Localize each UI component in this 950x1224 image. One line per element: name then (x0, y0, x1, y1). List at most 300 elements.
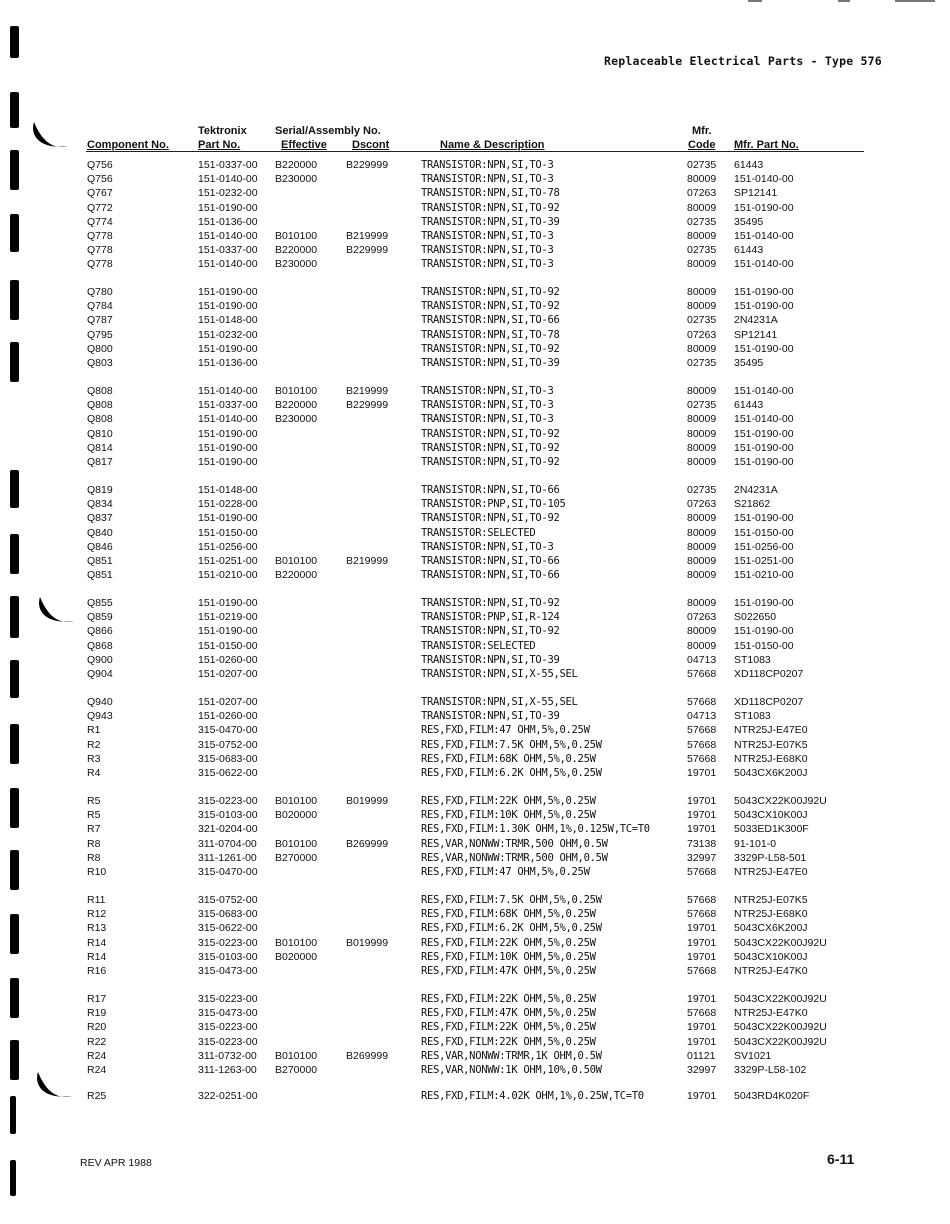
tektronix-part-no: 151-0337-00 (198, 399, 258, 412)
tektronix-part-no: 311-0732-00 (198, 1049, 257, 1062)
tektronix-part-no: 151-0190-00 (198, 597, 258, 609)
tektronix-part-no: 151-0337-00 (198, 159, 258, 171)
component-no: Q940 (87, 696, 113, 708)
serial-effective: B270000 (275, 1064, 318, 1076)
tektronix-part-no: 151-0136-00 (198, 357, 258, 369)
mfr-code: 19701 (687, 1021, 717, 1034)
component-no: Q837 (87, 512, 113, 525)
mfr-part-no: 151-0150-00 (734, 526, 794, 539)
table-row (0, 1063, 950, 1077)
name-description: TRANSISTOR:SELECTED (421, 639, 536, 652)
mfr-part-no: 151-0190-00 (734, 456, 794, 468)
mfr-part-no: 151-0150-00 (734, 639, 794, 652)
table-row (0, 837, 950, 851)
mfr-part-no: 151-0140-00 (734, 230, 794, 242)
component-no: R7 (87, 823, 101, 836)
component-no: Q756 (87, 159, 113, 171)
mfr-part-no: SV1021 (734, 1049, 772, 1062)
mfr-code: 80009 (687, 441, 717, 454)
component-no: Q756 (87, 173, 113, 186)
mfr-part-no: 151-0190-00 (734, 342, 794, 355)
mfr-part-no: ST1083 (734, 653, 771, 666)
name-description: TRANSISTOR:NPN,SI,TO-3 (421, 230, 554, 242)
name-description: TRANSISTOR:NPN,SI,TO-66 (421, 555, 560, 567)
table-row (0, 596, 950, 610)
name-description: RES,FXD,FILM:68K OHM,5%,0.25W (421, 908, 596, 921)
table-row (0, 865, 950, 879)
serial-effective: B010100 (275, 1049, 318, 1062)
mfr-part-no: 5033ED1K300F (734, 823, 809, 836)
mfr-part-no: 5043RD4K020F (734, 1090, 810, 1102)
mfr-code: 02735 (687, 215, 717, 228)
page-header-title: Replaceable Electrical Parts - Type 576 (604, 54, 882, 68)
mfr-code: 80009 (687, 300, 717, 313)
mfr-code: 07263 (687, 611, 717, 624)
table-row (0, 441, 950, 455)
tektronix-part-no: 315-0470-00 (198, 866, 258, 878)
tektronix-part-no: 151-0140-00 (198, 173, 258, 186)
name-description: TRANSISTOR:SELECTED (421, 526, 536, 539)
mfr-part-no: 151-0251-00 (734, 555, 794, 567)
mfr-part-no: 151-0256-00 (734, 540, 794, 553)
mfr-part-no: 5043CX6K200J (734, 922, 808, 935)
name-description: TRANSISTOR:NPN,SI,TO-92 (421, 342, 560, 355)
table-row (0, 554, 950, 568)
mfr-code: 07263 (687, 328, 717, 341)
serial-effective: B230000 (275, 258, 318, 271)
serial-effective: B230000 (275, 413, 318, 426)
tektronix-part-no: 151-0148-00 (198, 314, 258, 327)
footer-revision: REV APR 1988 (80, 1157, 152, 1169)
mfr-part-no: 61443 (734, 399, 764, 412)
component-no: Q819 (87, 484, 113, 496)
mfr-code: 80009 (687, 413, 717, 426)
name-description: RES,FXD,FILM:22K OHM,5%,0.25W (421, 1021, 596, 1034)
mfr-part-no: 151-0190-00 (734, 427, 794, 440)
component-no: Q846 (87, 540, 113, 553)
table-row (0, 497, 950, 511)
mfr-part-no: 5043CX22K00J92U (734, 936, 827, 949)
component-no: Q851 (87, 569, 113, 582)
serial-effective: B220000 (275, 569, 318, 582)
name-description: RES,FXD,FILM:10K OHM,5%,0.25W (421, 809, 596, 822)
mfr-part-no: 151-0140-00 (734, 258, 794, 271)
tektronix-part-no: 151-0190-00 (198, 427, 258, 440)
name-description: RES,FXD,FILM:7.5K OHM,5%,0.25W (421, 738, 602, 751)
table-row (0, 1035, 950, 1049)
tektronix-part-no: 151-0150-00 (198, 639, 258, 652)
mfr-code: 80009 (687, 385, 717, 397)
mfr-code: 19701 (687, 823, 717, 836)
table-row (0, 384, 950, 398)
component-no: Q808 (87, 399, 113, 412)
mfr-part-no: XD118CP0207 (734, 696, 804, 708)
mfr-code: 57668 (687, 894, 717, 906)
tektronix-part-no: 315-0470-00 (198, 724, 258, 737)
mfr-code: 57668 (687, 752, 717, 765)
mfr-part-no: 5043CX22K00J92U (734, 993, 827, 1005)
mfr-code: 19701 (687, 922, 717, 935)
table-row (0, 723, 950, 737)
mfr-part-no: NTR25J-E47E0 (734, 724, 808, 737)
mfr-code: 19701 (687, 993, 717, 1005)
mfr-code: 57668 (687, 696, 717, 708)
component-no: R19 (87, 1007, 107, 1020)
mfr-part-no: S21862 (734, 498, 771, 511)
tektronix-part-no: 315-0622-00 (198, 767, 258, 779)
table-row (0, 738, 950, 752)
tektronix-part-no: 151-0207-00 (198, 696, 258, 708)
mfr-code: 80009 (687, 230, 717, 242)
tektronix-part-no: 311-1261-00 (198, 851, 257, 864)
name-description: TRANSISTOR:NPN,SI,TO-92 (421, 201, 560, 214)
table-row (0, 808, 950, 822)
serial-dscont: B219999 (346, 230, 389, 242)
mfr-code: 02735 (687, 244, 717, 257)
mfr-part-no: 151-0190-00 (734, 597, 794, 609)
mfr-code: 80009 (687, 597, 717, 609)
mfr-part-no: 35495 (734, 357, 764, 369)
component-no: Q778 (87, 244, 113, 257)
name-description: TRANSISTOR:NPN,SI,TO-66 (421, 484, 560, 496)
mfr-code: 19701 (687, 767, 717, 779)
mfr-code: 80009 (687, 540, 717, 553)
name-description: TRANSISTOR:NPN,SI,X-55,SEL (421, 696, 578, 708)
mfr-part-no: 151-0190-00 (734, 300, 794, 313)
mfr-code: 19701 (687, 795, 717, 807)
mfr-code: 57668 (687, 1007, 717, 1020)
mfr-code: 80009 (687, 258, 717, 271)
component-no: Q808 (87, 385, 113, 397)
name-description: TRANSISTOR:NPN,SI,TO-92 (421, 625, 560, 638)
tektronix-part-no: 151-0190-00 (198, 300, 258, 313)
table-row (0, 822, 950, 836)
table-row (0, 201, 950, 215)
component-no: R14 (87, 936, 107, 949)
mfr-part-no: 5043CX22K00J92U (734, 795, 827, 807)
component-no: Q814 (87, 441, 113, 454)
name-description: TRANSISTOR:NPN,SI,TO-92 (421, 597, 560, 609)
tektronix-part-no: 151-0210-00 (198, 569, 258, 582)
tektronix-part-no: 315-0752-00 (198, 738, 258, 751)
mfr-code: 19701 (687, 809, 717, 822)
mfr-part-no: 91-101-0 (734, 837, 777, 850)
table-row (0, 540, 950, 554)
mfr-part-no: 151-0140-00 (734, 413, 794, 426)
scan-mark (748, 0, 762, 2)
component-no: Q800 (87, 342, 113, 355)
serial-effective: B010100 (275, 936, 318, 949)
mfr-code: 73138 (687, 837, 717, 850)
component-no: R10 (87, 866, 107, 878)
table-row (0, 172, 950, 186)
table-row (0, 356, 950, 370)
name-description: RES,FXD,FILM:47 OHM,5%,0.25W (421, 866, 590, 878)
mfr-code: 57668 (687, 866, 717, 878)
name-description: RES,FXD,FILM:47K OHM,5%,0.25W (421, 1007, 596, 1020)
table-row (0, 851, 950, 865)
col-serial-assembly: Serial/Assembly No. (275, 125, 381, 137)
mfr-code: 19701 (687, 1035, 717, 1048)
component-no: R13 (87, 922, 107, 935)
tektronix-part-no: 151-0190-00 (198, 512, 258, 525)
serial-effective: B220000 (275, 399, 318, 412)
tektronix-part-no: 151-0190-00 (198, 342, 258, 355)
name-description: RES,FXD,FILM:22K OHM,5%,0.25W (421, 795, 596, 807)
mfr-part-no: 2N4231A (734, 484, 778, 496)
serial-dscont: B229999 (346, 399, 389, 412)
name-description: TRANSISTOR:NPN,SI,TO-92 (421, 456, 560, 468)
tektronix-part-no: 151-0207-00 (198, 668, 258, 680)
name-description: TRANSISTOR:NPN,SI,TO-92 (421, 300, 560, 313)
table-row (0, 328, 950, 342)
mfr-code: 07263 (687, 498, 717, 511)
scan-mark (895, 0, 935, 2)
component-no: Q767 (87, 187, 113, 200)
serial-dscont: B269999 (346, 1049, 389, 1062)
tektronix-part-no: 311-1263-00 (198, 1064, 257, 1076)
table-row (0, 639, 950, 653)
table-row (0, 921, 950, 935)
tektronix-part-no: 315-0103-00 (198, 809, 258, 822)
binder-mark (10, 26, 19, 58)
table-row (0, 1049, 950, 1063)
name-description: TRANSISTOR:NPN,SI,TO-78 (421, 328, 560, 341)
component-no: R24 (87, 1049, 107, 1062)
component-no: Q787 (87, 314, 113, 327)
name-description: RES,VAR,NONWW:1K OHM,10%,0.50W (421, 1064, 602, 1076)
tektronix-part-no: 315-0683-00 (198, 752, 258, 765)
tektronix-part-no: 151-0190-00 (198, 625, 258, 638)
component-no: Q866 (87, 625, 113, 638)
mfr-part-no: 5043CX22K00J92U (734, 1035, 827, 1048)
mfr-part-no: NTR25J-E47K0 (734, 965, 808, 977)
tektronix-part-no: 151-0140-00 (198, 413, 258, 426)
mfr-part-no: SP12141 (734, 187, 778, 200)
mfr-code: 80009 (687, 427, 717, 440)
name-description: TRANSISTOR:NPN,SI,TO-92 (421, 512, 560, 525)
name-description: TRANSISTOR:NPN,SI,TO-3 (421, 399, 554, 412)
tektronix-part-no: 151-0232-00 (198, 328, 258, 341)
serial-effective: B270000 (275, 851, 318, 864)
name-description: TRANSISTOR:NPN,SI,TO-3 (421, 413, 554, 426)
col-mfr-code-line1: Mfr. (692, 125, 712, 137)
serial-effective: B020000 (275, 950, 318, 963)
tektronix-part-no: 315-0752-00 (198, 894, 258, 906)
name-description: TRANSISTOR:NPN,SI,TO-3 (421, 258, 554, 271)
table-row (0, 667, 950, 681)
mfr-code: 19701 (687, 950, 717, 963)
mfr-code: 01121 (687, 1049, 716, 1062)
name-description: RES,VAR,NONWW:TRMR,500 OHM,0.5W (421, 851, 608, 864)
name-description: RES,FXD,FILM:22K OHM,5%,0.25W (421, 936, 596, 949)
tektronix-part-no: 151-0148-00 (198, 484, 258, 496)
serial-effective: B010100 (275, 837, 318, 850)
name-description: TRANSISTOR:NPN,SI,TO-3 (421, 385, 554, 397)
component-no: Q774 (87, 215, 113, 228)
mfr-part-no: 3329P-L58-102 (734, 1064, 807, 1076)
component-no: Q834 (87, 498, 113, 511)
table-row (0, 257, 950, 271)
col-mfr-part-no: Mfr. Part No. (734, 139, 799, 151)
mfr-part-no: NTR25J-E47E0 (734, 866, 808, 878)
mfr-code: 80009 (687, 286, 717, 298)
table-row (0, 907, 950, 921)
table-row (0, 695, 950, 709)
mfr-code: 04713 (687, 710, 717, 723)
table-row (0, 936, 950, 950)
component-no: R20 (87, 1021, 107, 1034)
col-component-no: Component No. (87, 139, 169, 151)
component-no: Q904 (87, 668, 113, 680)
component-no: R22 (87, 1035, 107, 1048)
component-no: Q900 (87, 653, 113, 666)
mfr-code: 04713 (687, 653, 717, 666)
name-description: RES,FXD,FILM:47K OHM,5%,0.25W (421, 965, 596, 977)
mfr-code: 80009 (687, 342, 717, 355)
mfr-code: 80009 (687, 639, 717, 652)
tektronix-part-no: 151-0190-00 (198, 456, 258, 468)
col-tektronix-part-no: Part No. (198, 139, 241, 151)
col-tektronix-line1: Tektronix (198, 125, 247, 137)
mfr-code: 02735 (687, 314, 717, 327)
serial-effective: B010100 (275, 555, 318, 567)
name-description: TRANSISTOR:NPN,SI,TO-3 (421, 540, 554, 553)
table-row (0, 229, 950, 243)
mfr-part-no: NTR25J-E47K0 (734, 1007, 808, 1020)
mfr-part-no: SP12141 (734, 328, 778, 341)
mfr-part-no: 151-0190-00 (734, 286, 794, 298)
mfr-part-no: 5043CX22K00J92U (734, 1021, 827, 1034)
table-row (0, 285, 950, 299)
tektronix-part-no: 315-0103-00 (198, 950, 258, 963)
component-no: Q859 (87, 611, 113, 624)
table-row (0, 427, 950, 441)
component-no: R5 (87, 795, 101, 807)
tektronix-part-no: 151-0140-00 (198, 230, 258, 242)
name-description: TRANSISTOR:NPN,SI,TO-39 (421, 215, 560, 228)
mfr-part-no: S022650 (734, 611, 777, 624)
name-description: RES,FXD,FILM:47 OHM,5%,0.25W (421, 724, 590, 737)
component-no: Q868 (87, 639, 113, 652)
table-row (0, 568, 950, 582)
tektronix-part-no: 151-0219-00 (198, 611, 258, 624)
tektronix-part-no: 315-0622-00 (198, 922, 258, 935)
mfr-part-no: NTR25J-E07K5 (734, 738, 808, 751)
tektronix-part-no: 151-0136-00 (198, 215, 258, 228)
name-description: TRANSISTOR:NPN,SI,TO-39 (421, 653, 560, 666)
name-description: RES,FXD,FILM:10K OHM,5%,0.25W (421, 950, 596, 963)
name-description: TRANSISTOR:PNP,SI,TO-105 (421, 498, 566, 511)
name-description: TRANSISTOR:NPN,SI,X-55,SEL (421, 668, 578, 680)
tektronix-part-no: 315-0223-00 (198, 993, 258, 1005)
serial-effective: B020000 (275, 809, 318, 822)
component-no: Q772 (87, 201, 113, 214)
name-description: TRANSISTOR:NPN,SI,TO-39 (421, 357, 560, 369)
mfr-code: 19701 (687, 1090, 717, 1102)
name-description: RES,FXD,FILM:6.2K OHM,5%,0.25W (421, 767, 602, 779)
tektronix-part-no: 151-0256-00 (198, 540, 258, 553)
component-no: Q855 (87, 597, 113, 609)
tektronix-part-no: 311-0704-00 (198, 837, 257, 850)
table-row (0, 950, 950, 964)
table-row (0, 766, 950, 780)
tektronix-part-no: 151-0228-00 (198, 498, 258, 511)
name-description: TRANSISTOR:NPN,SI,TO-92 (421, 441, 560, 454)
component-no: Q778 (87, 230, 113, 242)
mfr-code: 80009 (687, 173, 717, 186)
name-description: TRANSISTOR:NPN,SI,TO-92 (421, 427, 560, 440)
mfr-code: 57668 (687, 668, 717, 680)
serial-dscont: B229999 (346, 244, 389, 257)
table-row (0, 709, 950, 723)
name-description: TRANSISTOR:NPN,SI,TO-66 (421, 314, 560, 327)
mfr-part-no: NTR25J-E68K0 (734, 752, 808, 765)
name-description: RES,FXD,FILM:68K OHM,5%,0.25W (421, 752, 596, 765)
mfr-code: 80009 (687, 555, 717, 567)
mfr-part-no: 5043CX10K00J (734, 809, 808, 822)
component-no: R24 (87, 1064, 107, 1076)
name-description: TRANSISTOR:NPN,SI,TO-78 (421, 187, 560, 200)
component-no: R1 (87, 724, 101, 737)
tektronix-part-no: 315-0223-00 (198, 1035, 258, 1048)
component-no: R12 (87, 908, 107, 921)
mfr-code: 02735 (687, 357, 717, 369)
table-row (0, 215, 950, 229)
table-row (0, 1020, 950, 1034)
col-dscont: Dscont (352, 139, 390, 151)
serial-effective: B010100 (275, 795, 318, 807)
tektronix-part-no: 321-0204-00 (198, 823, 258, 836)
table-row (0, 342, 950, 356)
mfr-part-no: 151-0190-00 (734, 625, 794, 638)
name-description: RES,VAR,NONWW:TRMR,1K OHM,0.5W (421, 1049, 602, 1062)
mfr-code: 32997 (687, 851, 717, 864)
component-no: Q817 (87, 456, 113, 468)
serial-dscont: B229999 (346, 159, 389, 171)
table-row (0, 624, 950, 638)
header-rule (86, 151, 864, 152)
component-no: Q803 (87, 357, 113, 369)
page-number: 6-11 (827, 1151, 855, 1167)
tektronix-part-no: 151-0232-00 (198, 187, 258, 200)
mfr-code: 80009 (687, 456, 717, 468)
component-no: Q943 (87, 710, 113, 723)
table-row (0, 794, 950, 808)
mfr-code: 02735 (687, 484, 717, 496)
component-no: R25 (87, 1090, 107, 1102)
name-description: RES,FXD,FILM:6.2K OHM,5%,0.25W (421, 922, 602, 935)
tektronix-part-no: 315-0223-00 (198, 795, 258, 807)
tektronix-part-no: 151-0150-00 (198, 526, 258, 539)
component-no: R17 (87, 993, 107, 1005)
scan-mark (838, 0, 850, 2)
mfr-part-no: 151-0190-00 (734, 441, 794, 454)
tektronix-part-no: 315-0473-00 (198, 1007, 258, 1020)
serial-dscont: B269999 (346, 837, 389, 850)
mfr-code: 19701 (687, 936, 717, 949)
table-row (0, 1006, 950, 1020)
table-row (0, 964, 950, 978)
tektronix-part-no: 151-0260-00 (198, 653, 258, 666)
component-no: R8 (87, 837, 101, 850)
name-description: TRANSISTOR:NPN,SI,TO-3 (421, 159, 554, 171)
component-no: R11 (87, 894, 106, 906)
mfr-code: 80009 (687, 201, 717, 214)
mfr-code: 57668 (687, 738, 717, 751)
tektronix-part-no: 151-0140-00 (198, 385, 258, 397)
tektronix-part-no: 151-0337-00 (198, 244, 258, 257)
